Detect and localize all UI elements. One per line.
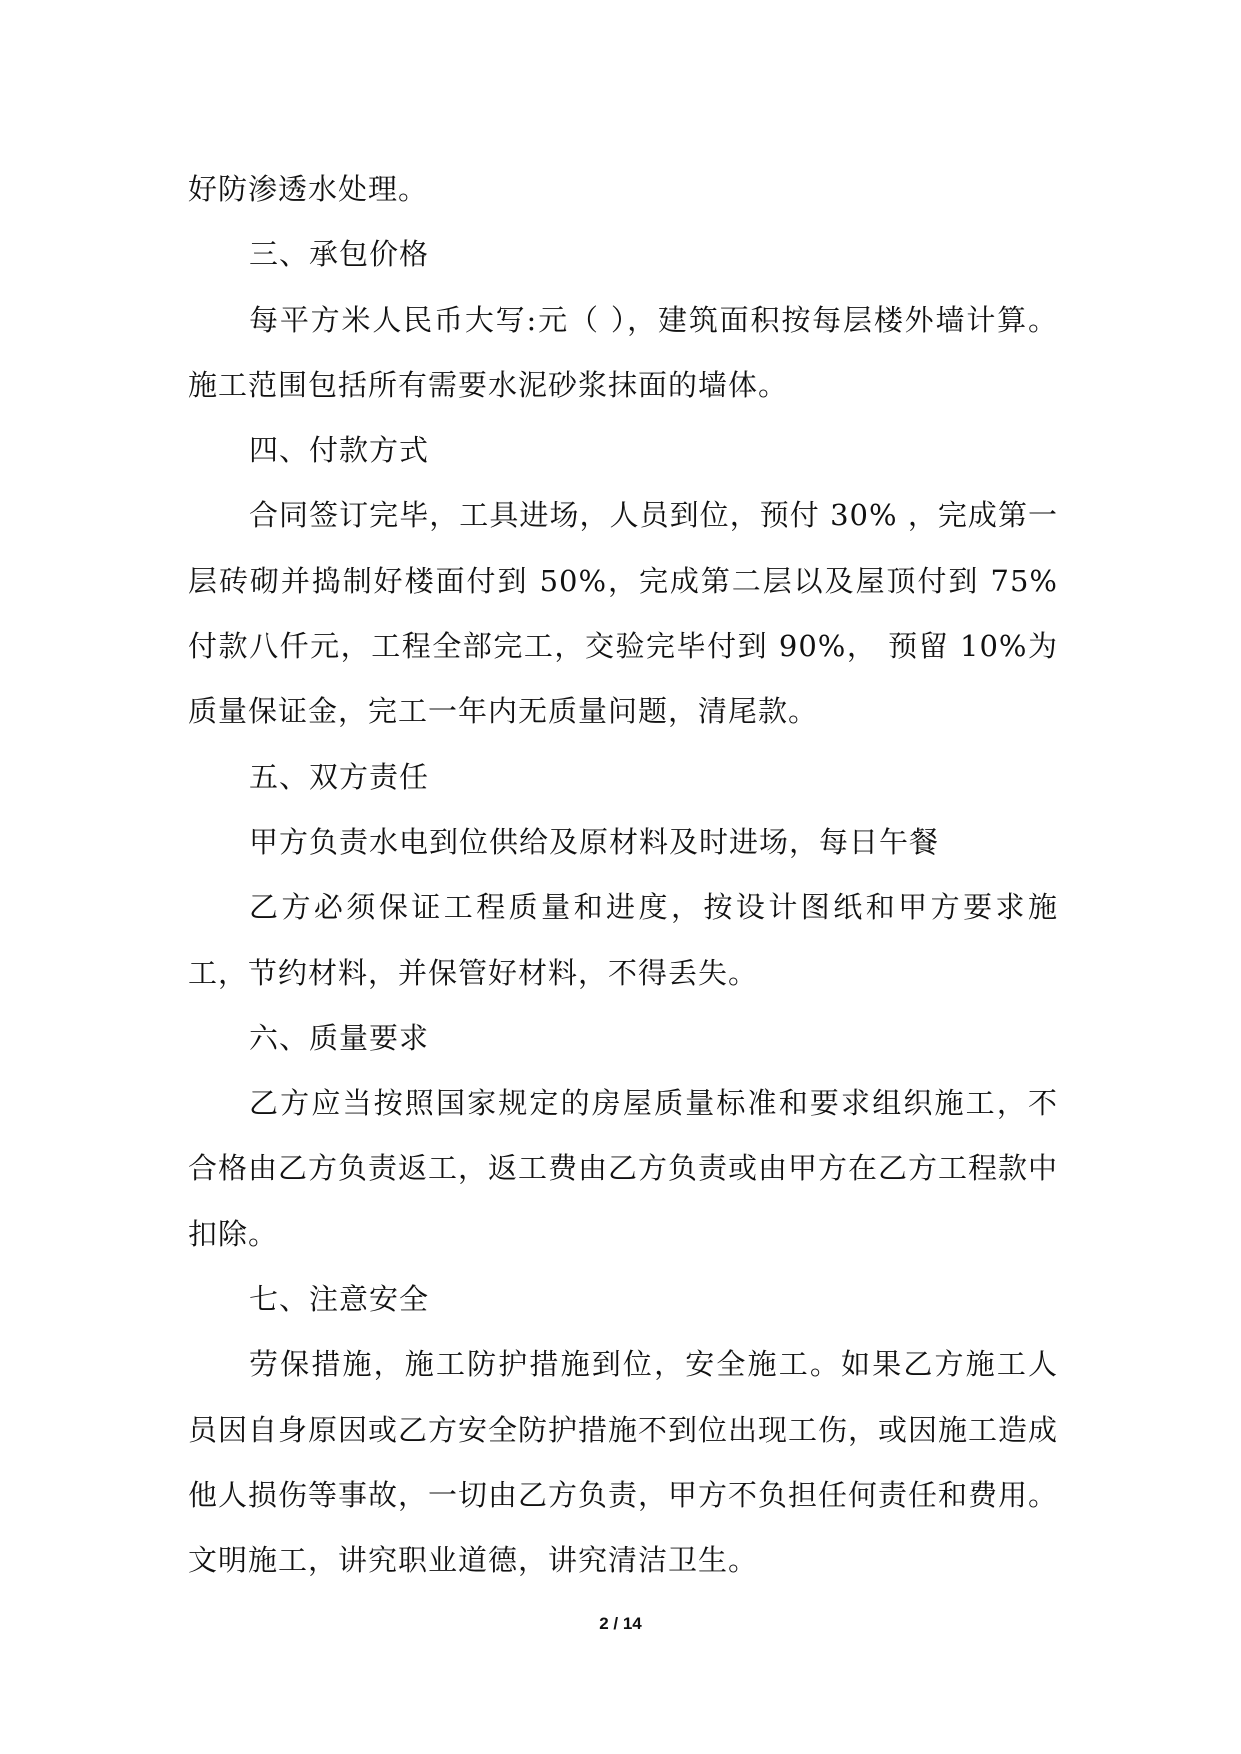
paragraph-price-details: 每平方米人民币大写:元（ ），建筑面积按每层楼外墙计算。施工范围包括所有需要水泥砂浆抹面的墙体。 (188, 302, 1058, 402)
paragraph-safety-terms: 劳保措施，施工防护措施到位，安全施工。如果乙方施工人员因自身原因或乙方安全防护措施不到位出现工伤，或因施工造成他人损伤等事故，一切由乙方负责，甲方不负担任何责任和费用。文明施工，讲究职业道德，讲究清洁卫生。 (188, 1347, 1059, 1578)
paragraph-party-a-responsibility: 甲方负责水电到位供给及原材料及时进场，每日午餐 (249, 824, 940, 859)
document-body (188, 157, 1058, 1594)
section-heading-quality-requirements: 六、质量要求 (249, 1020, 430, 1055)
paragraph-party-b-responsibility: 乙方必须保证工程质量和进度，按设计图纸和甲方要求施工，节约材料，并保管好材料，不得丢失。 (188, 890, 1058, 990)
section-heading-safety: 七、注意安全 (249, 1282, 430, 1317)
paragraph-payment-terms: 合同签订完毕，工具进场，人员到位，预付 30% ，完成第一层砖砌并捣制好楼面付到 50%，完成第二层以及屋顶付到 75%付款八仟元，工程全部完工，交验完毕付到 90%， 预留 10%为质量保证金，完工一年内无质量问题，清尾款。 (188, 498, 1058, 729)
section-heading-contract-price: 三、承包价格 (249, 237, 430, 272)
page-number: 2 / 14 (599, 1614, 642, 1633)
section-heading-payment-method: 四、付款方式 (249, 433, 430, 468)
paragraph-quality-requirements: 乙方应当按照国家规定的房屋质量标准和要求组织施工，不合格由乙方负责返工，返工费由乙方负责或由甲方在乙方工程款中扣除。 (188, 1086, 1059, 1251)
section-heading-responsibilities: 五、双方责任 (249, 759, 430, 794)
paragraph-continuation: 好防渗透水处理。 (188, 172, 429, 206)
